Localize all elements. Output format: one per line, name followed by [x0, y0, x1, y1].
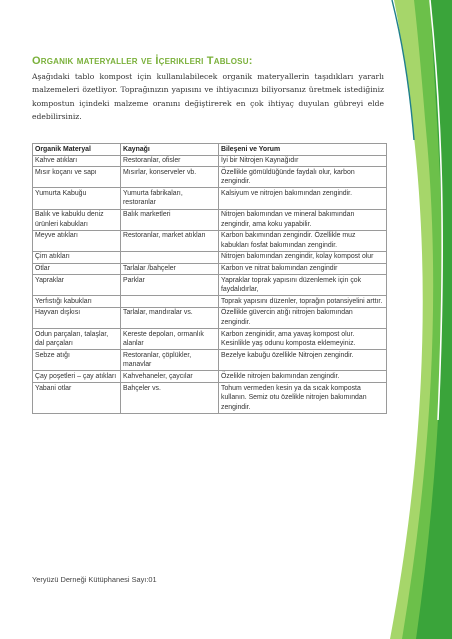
table-cell: Karbon zenginidir, ama yavaş kompost olur. Kesinlikle yaş odunu komposta eklemeyiniz.	[219, 329, 387, 350]
table-cell: Karbon ve nitrat bakımından zengindir	[219, 263, 387, 275]
table-row	[33, 188, 387, 209]
table-body	[33, 155, 387, 413]
table-cell: Tarlalar /bahçeler	[121, 263, 219, 275]
table-cell: Çim atıkları	[33, 251, 121, 263]
table-cell: Bahçeler vs.	[121, 383, 219, 414]
table-cell: Karbon bakımından zengindir. Özellikle muz kabukları fosfat bakımından zengindir.	[219, 230, 387, 251]
section-title: Organik materyaller ve İçerikleri Tablosu:	[32, 55, 253, 67]
table-cell: Balık ve kabuklu deniz ürünleri kabukları	[33, 209, 121, 230]
table-cell: Restoranlar, ofisler	[121, 155, 219, 167]
table-cell	[121, 251, 219, 263]
table-cell: Kahve atıkları	[33, 155, 121, 167]
column-header: Bileşeni ve Yorum	[219, 144, 387, 156]
column-header: Organik Materyal	[33, 144, 121, 156]
table-row	[33, 350, 387, 371]
table-cell: Nitrojen bakımından zengindir, kolay kompost olur	[219, 251, 387, 263]
table-row	[33, 307, 387, 328]
table-cell: Balık marketleri	[121, 209, 219, 230]
table-row	[33, 371, 387, 383]
table-row	[33, 230, 387, 251]
table-cell: Tohum vermeden kesin ya da sıcak komposta kullanın. Semiz otu özelikle nitrojen bakımından zengindir.	[219, 383, 387, 414]
table-cell: Otlar	[33, 263, 121, 275]
table-row	[33, 155, 387, 167]
table-cell: Özellikle gömüldüğünde faydalı olur, karbon zengindir.	[219, 167, 387, 188]
table-cell: Restoranlar, market atıkları	[121, 230, 219, 251]
table-cell: Sebze atığı	[33, 350, 121, 371]
table-row	[33, 209, 387, 230]
table-cell: Tarlalar, mandıralar vs.	[121, 307, 219, 328]
table-cell: Çay poşetleri – çay atıkları	[33, 371, 121, 383]
table-header-row	[33, 144, 387, 156]
table-row	[33, 383, 387, 414]
table-cell: Bezelye kabuğu özellikle Nitrojen zengindir.	[219, 350, 387, 371]
table-cell: Meyve atıkları	[33, 230, 121, 251]
table-cell: Hayvan dışkısı	[33, 307, 121, 328]
table-cell: Kalsiyum ve nitrojen bakımından zengindir.	[219, 188, 387, 209]
table-cell: Yumurta fabrikaları, restoranlar	[121, 188, 219, 209]
table-cell: Yerfıstığı kabukları	[33, 296, 121, 308]
table-cell: Nitrojen bakımından ve mineral bakımından zengindir, ama koku yapabilir.	[219, 209, 387, 230]
table-cell: Yumurta Kabuğu	[33, 188, 121, 209]
column-header: Kaynağı	[121, 144, 219, 156]
table-cell: Kahvehaneler, çaycılar	[121, 371, 219, 383]
table-cell: Özellikle güvercin atığı nitrojen bakımından zengindir.	[219, 307, 387, 328]
table-cell: Parklar	[121, 275, 219, 296]
table-row	[33, 167, 387, 188]
table-cell: Restoranlar, çöplükler, manavlar	[121, 350, 219, 371]
intro-paragraph: Aşağıdaki tablo kompost için kullanılabilecek organik materyallerin taşıdıkları yararlı malzemeleri özetliyor. Toprağınızın yapısını ve ihtiyacınızı biliyorsanız üretmek istediğiniz kompostun içindeki malzeme oranını değiştirerek en çok ihtiyaç duyulan gübreyi elde edebilirsiniz.	[32, 72, 384, 122]
table-row	[33, 296, 387, 308]
table-cell: Yapraklar	[33, 275, 121, 296]
table-cell: Kereste depoları, ormanlık alanlar	[121, 329, 219, 350]
table-cell: Mısırlar, konserveler vb.	[121, 167, 219, 188]
table-row	[33, 263, 387, 275]
table-cell: Özelikle nitrojen bakımından zengindir.	[219, 371, 387, 383]
table-cell: Yapraklar toprak yapısını düzenlemek için çok faydalıdırlar,	[219, 275, 387, 296]
table-row	[33, 275, 387, 296]
footer-text: Yeryüzü Derneği Kütüphanesi Sayı:01	[32, 575, 157, 584]
table-cell: Odun parçaları, talaşlar, dal parçaları	[33, 329, 121, 350]
table-cell: Toprak yapısını düzenler, toprağın potansiyelini arttır.	[219, 296, 387, 308]
table-cell: İyi bir Nitrojen Kaynağıdır	[219, 155, 387, 167]
table-row	[33, 251, 387, 263]
table-row	[33, 329, 387, 350]
table-cell: Mısır koçanı ve sapı	[33, 167, 121, 188]
materials-table	[32, 143, 387, 414]
table-cell: Yabani otlar	[33, 383, 121, 414]
table-cell	[121, 296, 219, 308]
